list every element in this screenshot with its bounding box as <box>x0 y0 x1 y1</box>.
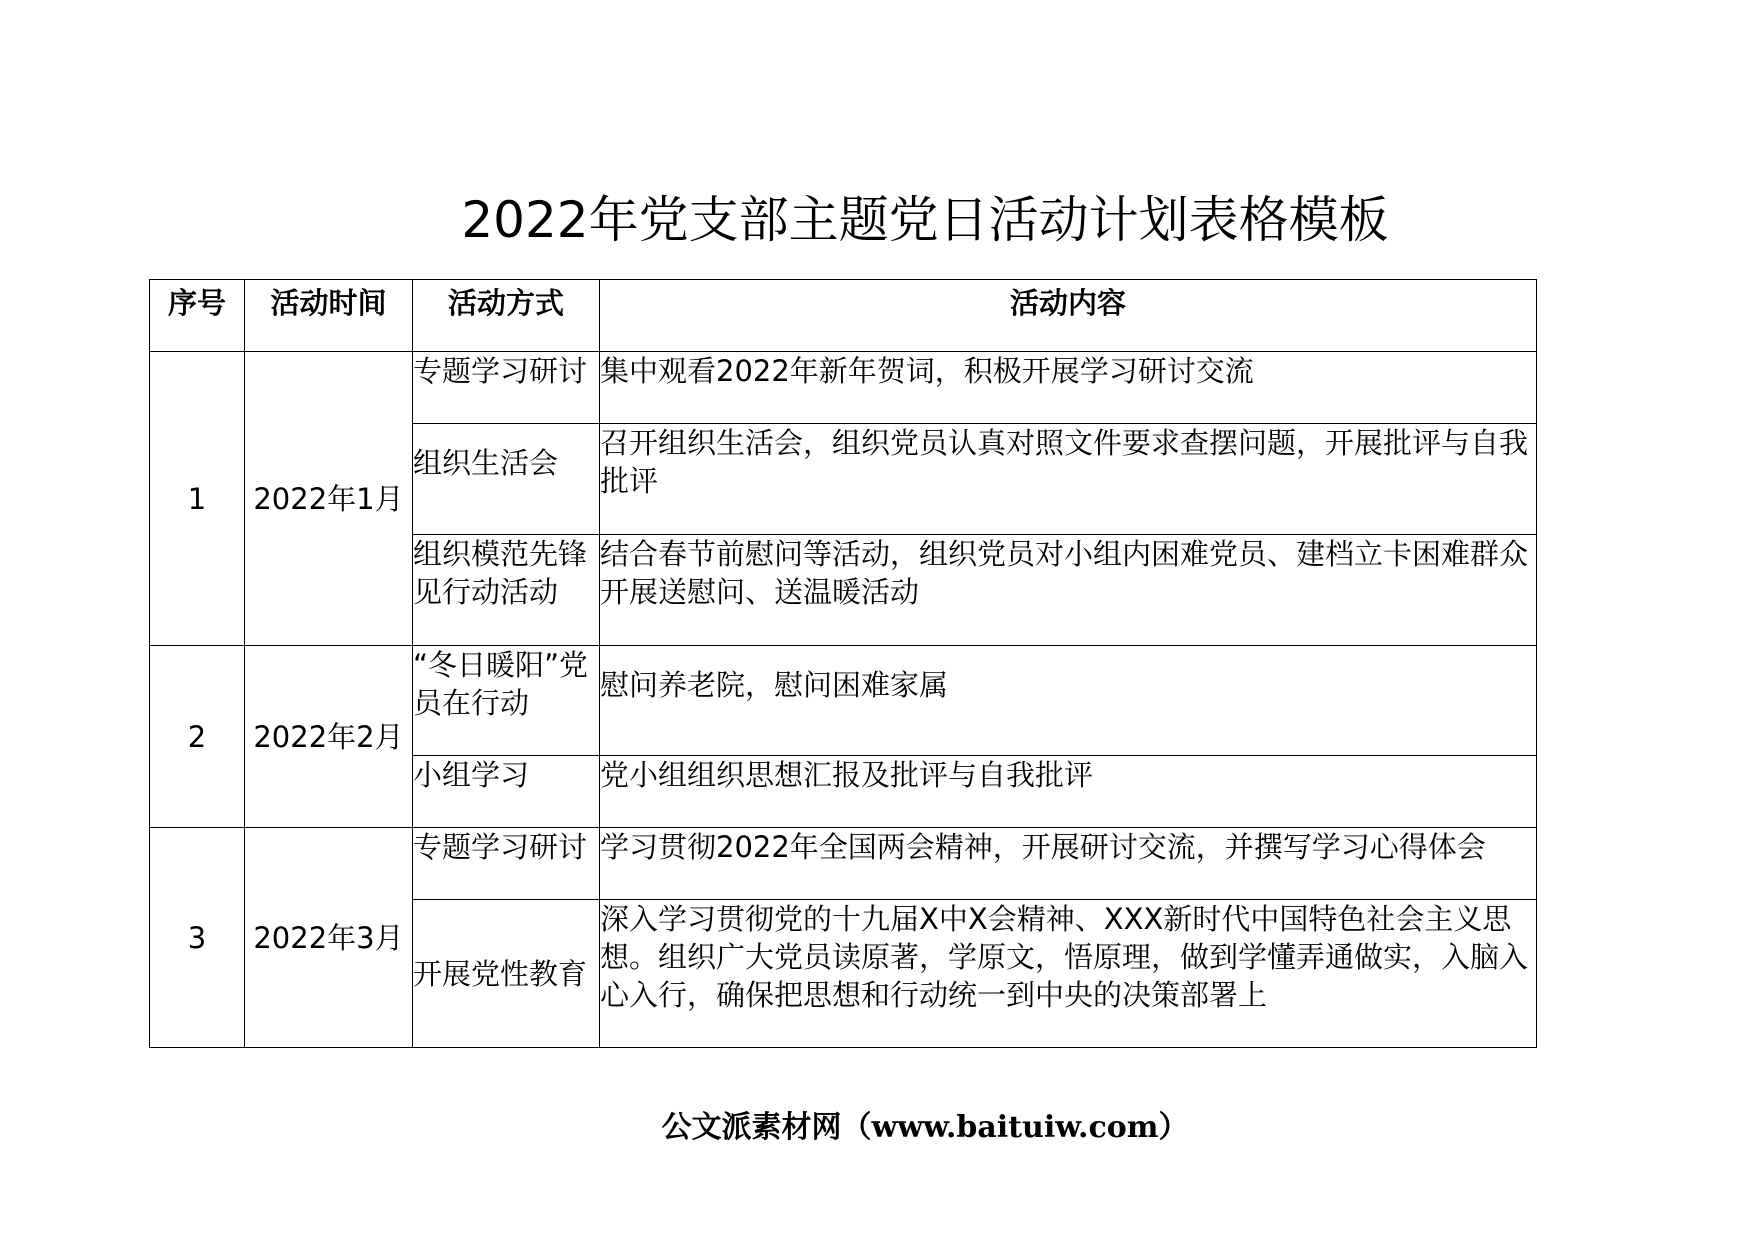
activity-plan-table <box>149 279 1537 1048</box>
row-mode: 组织生活会 <box>413 424 600 535</box>
source-footer: 公文派素材网（www.baituiw.com） <box>661 1110 1189 1145</box>
row-mode: 开展党性教育 <box>413 900 600 1048</box>
table-row <box>150 352 1537 424</box>
row-mode: 专题学习研讨 <box>413 352 600 424</box>
table-row <box>150 646 1537 756</box>
row-content: 集中观看2022年新年贺词，积极开展学习研讨交流 <box>600 352 1537 424</box>
row-content: 学习贯彻2022年全国两会精神，开展研讨交流，并撰写学习心得体会 <box>600 828 1537 900</box>
header-content: 活动内容 <box>600 280 1537 352</box>
row-content: 党小组组织思想汇报及批评与自我批评 <box>600 756 1537 828</box>
row-seq: 3 <box>150 828 245 1048</box>
header-seq: 序号 <box>150 280 245 352</box>
row-mode: “冬日暖阳”党员在行动 <box>413 646 600 756</box>
row-time: 2022年2月 <box>245 646 413 828</box>
row-content: 深入学习贯彻党的十九届X中X会精神、XXX新时代中国特色社会主义思想。组织广大党员读原著，学原文，悟原理，做到学懂弄通做实，入脑入心入行，确保把思想和行动统一到中央的决策部署上 <box>600 900 1537 1048</box>
row-mode: 专题学习研讨 <box>413 828 600 900</box>
row-mode: 小组学习 <box>413 756 600 828</box>
header-mode: 活动方式 <box>413 280 600 352</box>
row-seq: 2 <box>150 646 245 828</box>
row-content: 召开组织生活会，组织党员认真对照文件要求查摆问题，开展批评与自我批评 <box>600 424 1537 535</box>
table-header-row <box>150 280 1537 352</box>
header-time: 活动时间 <box>245 280 413 352</box>
page-title: 2022年党支部主题党日活动计划表格模板 <box>461 191 1389 249</box>
row-seq: 1 <box>150 352 245 646</box>
row-content: 慰问养老院，慰问困难家属 <box>600 646 1537 756</box>
row-time: 2022年3月 <box>245 828 413 1048</box>
table-row <box>150 828 1537 900</box>
row-mode: 组织模范先锋见行动活动 <box>413 535 600 646</box>
row-content: 结合春节前慰问等活动，组织党员对小组内困难党员、建档立卡困难群众开展送慰问、送温暖活动 <box>600 535 1537 646</box>
row-time: 2022年1月 <box>245 352 413 646</box>
